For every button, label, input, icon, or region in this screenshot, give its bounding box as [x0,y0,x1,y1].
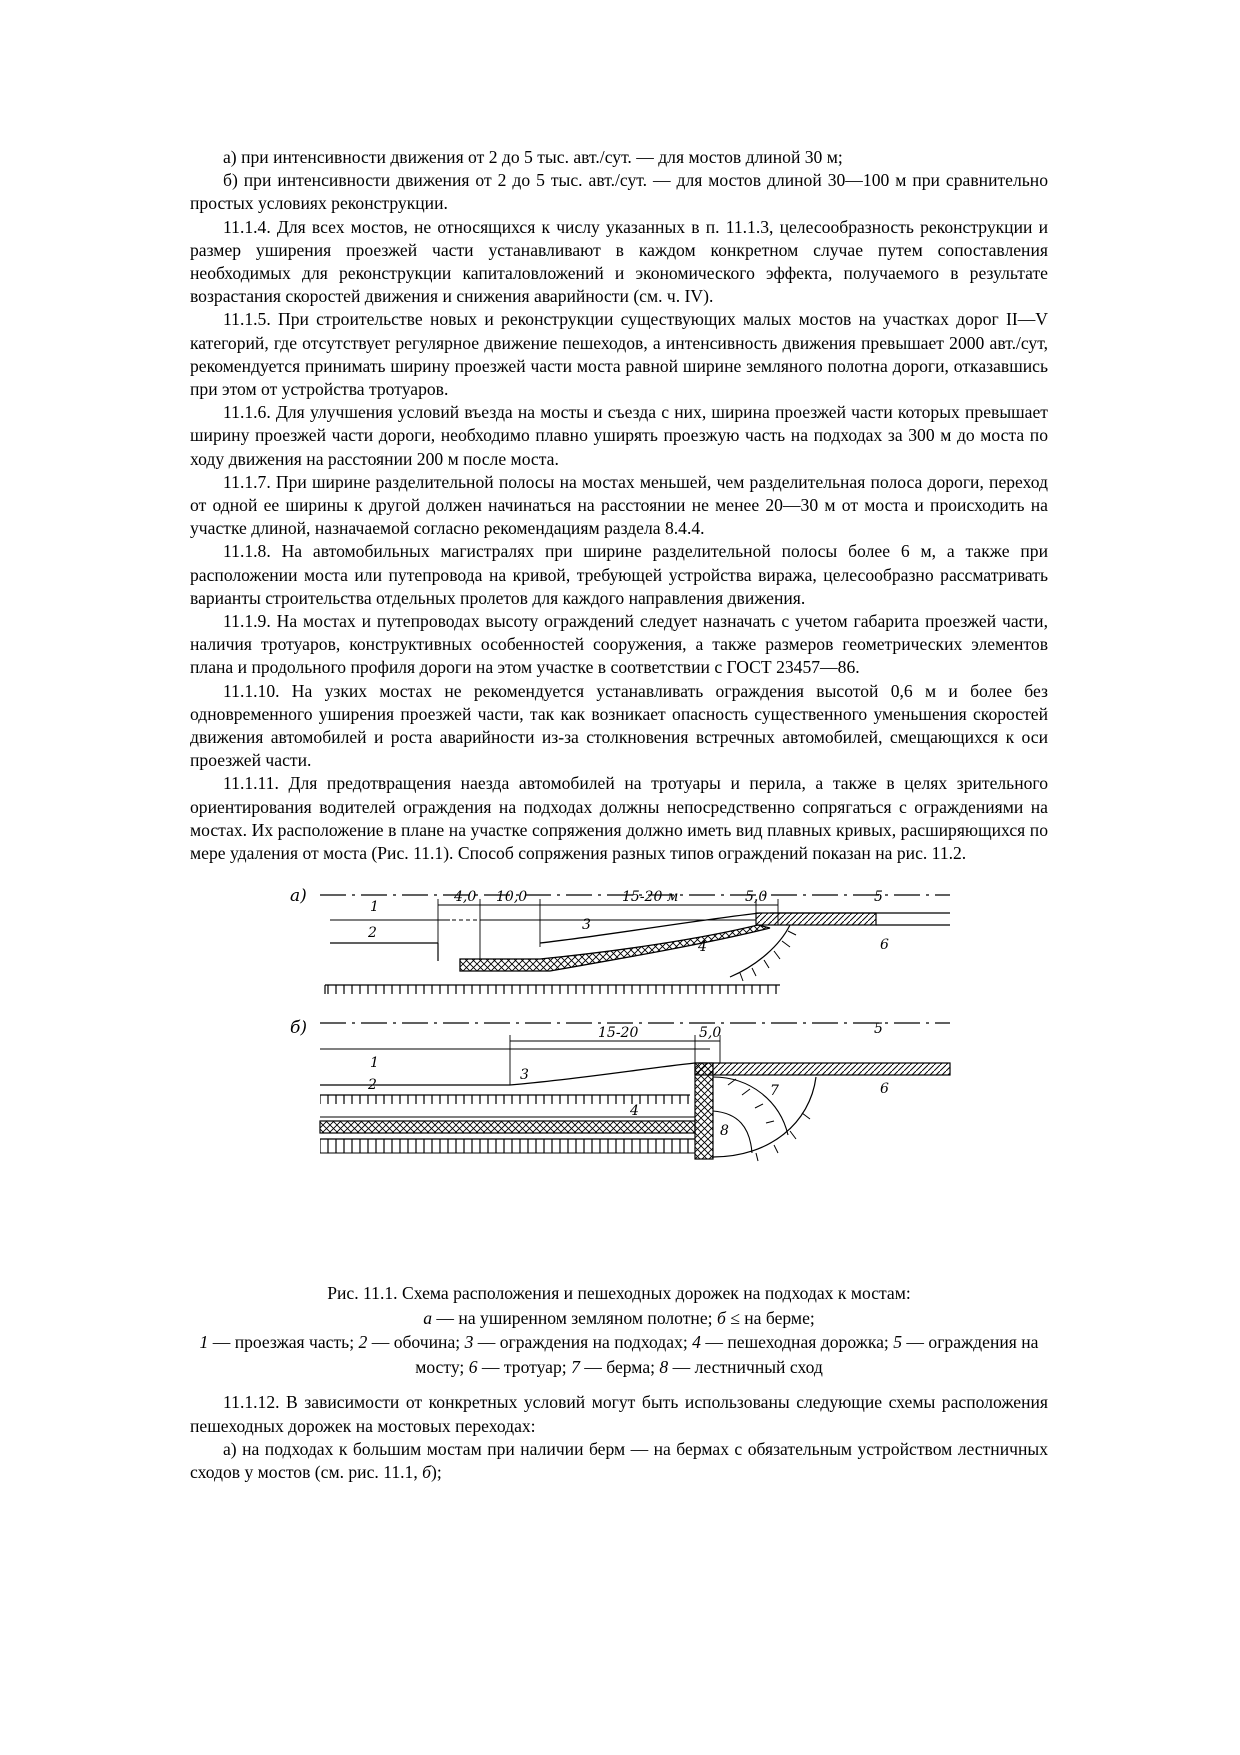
legend-text: — пешеходная дорожка; [700,1332,894,1353]
paragraph: 11.1.5. При строительстве новых и реконструкции существующих малых мостов на участках дорог II—V категорий, где отсутствует регулярное движение пешеходов, а интенсивность движения превышает 2000 авт./сут, рекомендуется принимать ширину проезжей части моста равной ширине земляного полотна дороги, отказавшись при этом от устройства тротуаров. [190,309,1048,400]
panel-b-letter: б) [290,1018,308,1039]
caption-title: Рис. 11.1. Схема расположения и пешеходных дорожек на подходах к мостам: [327,1283,911,1304]
legend-num: 6 [468,1356,478,1377]
paragraph: 11.1.12. В зависимости от конкретных условий могут быть использованы следующие схемы расположения пешеходных дорожек на мостовых переходах: [190,1392,1048,1436]
legend-text: — ограждения на подходах; [473,1332,693,1353]
dim-a-1: 4,0 [454,889,477,906]
paragraph: 11.1.7. При ширине разделительной полосы на мостах меньшей, чем разделительная полоса дороги, переход от одной ее ширины к другой должен начинаться на расстоянии не менее 20—30 м от моста и происходить на участке длиной, назначаемой согласно рекомендациям раздела 8.4.4. [190,471,1048,539]
dim-a-4: 5,0 [745,889,768,906]
caption-variant-a-text: — на уширенном земляном полотне; [432,1307,717,1328]
text-top [190,146,1048,865]
paragraph-last-end: ); [431,1461,442,1482]
legend-text: — берма; [579,1356,660,1377]
figure-11-1 [190,873,1048,1271]
paragraph: а) при интенсивности движения от 2 до 5 тыс. авт./сут. — для мостов длиной 30 м; [223,147,843,167]
caption-legend [190,1330,1048,1379]
label-b-3: 3 [520,1067,529,1084]
legend-num: 1 [199,1332,209,1353]
panel-b [290,1018,950,1161]
legend-num: 5 [893,1332,903,1353]
paragraph-last-italic: б [422,1461,431,1482]
paragraph: 11.1.8. На автомобильных магистралях при ширине разделительной полосы более 6 м, а также при расположении моста или путепровода на кривой, требующей устройства виража, целесообразно рассматривать варианты строительства отдельных пролетов для каждого направления движения. [190,541,1048,608]
figure-caption [190,1281,1048,1379]
panel-a [290,886,950,994]
paragraph: 11.1.6. Для улучшения условий въезда на мосты и съезда с них, ширина проезжей части которых превышает ширину проезжей части дороги, необходимо плавно уширять проезжую часть на подходах за 300 м до моста по ходу движения на расстоянии 200 м после моста. [190,402,1048,469]
legend-num: 8 [659,1356,669,1377]
label-b-5: 5 [874,1021,883,1038]
legend-num: 3 [464,1332,474,1353]
label-b-1: 1 [370,1055,379,1072]
paragraph: 11.1.4. Для всех мостов, не относящихся к числу указанных в п. 11.1.3, целесообразность реконструкции и размер уширения проезжей части устанавливают в каждом конкретном случае путем сопоставления необходимых для реконструкции капиталовложений и экономического эффекта, получаемого в результате возрастания скоростей движения и снижения аварийности (см. ч. IV). [190,216,1048,307]
legend-text: — тротуар; [477,1356,572,1377]
label-b-8: 8 [720,1123,729,1140]
paragraph: 11.1.10. На узких мостах не рекомендуется устанавливать ограждения высотой 0,6 м и более без одновременного уширения проезжей части, так как возникает опасность существенного уменьшения скоростей движения автомобилей и роста аварийности из-за столкновения встречных автомобилей, смещающихся к оси проезжей части. [190,680,1048,771]
legend-text: — проезжая часть; [208,1332,359,1353]
dim-b-2: 5,0 [699,1025,722,1042]
legend-num: 2 [358,1332,368,1353]
bridge-approach-diagram [190,873,1048,1271]
document-page [190,146,1048,1484]
legend-num: 7 [571,1356,580,1377]
paragraph-last [190,1438,1048,1484]
label-a-5: 5 [874,889,883,906]
legend-num: 4 [692,1332,701,1353]
label-a-4: 4 [698,939,707,956]
dim-b-1: 15-20 [598,1025,639,1042]
label-a-3: 3 [582,917,591,934]
legend-text: — ограждения на мосту; [415,1332,1039,1377]
paragraph: 11.1.9. На мостах и путепроводах высоту ограждений следует назначать с учетом габарита проезжей части, наличия тротуаров, конструктивных особенностей сооружения, а также размеров геометрических элементов плана и продольного профиля дороги на этом участке в соответствии с ГОСТ 23457—86. [190,611,1048,678]
caption-variants [190,1306,1048,1331]
paragraph-last-text: а) на подходах к большим мостам при наличии берм — на бермах с обязательным устройством лестничных сходов у мостов (см. рис. 11.1, [190,1438,1048,1482]
label-a-2: 2 [368,925,377,942]
dim-a-2: 10,0 [496,889,528,906]
label-b-6: 6 [880,1081,889,1098]
legend-text: — обочина; [367,1332,465,1353]
label-a-1: 1 [370,899,379,916]
label-b-4: 4 [630,1103,639,1120]
paragraph: 11.1.11. Для предотвращения наезда автомобилей на тротуары и перила, а также в целях зрительного ориентирования водителей ограждения на подходах должны непосредственно сопрягаться с ограждениями на мостах. Их расположение в плане на участке сопряжения должно иметь вид плавных кривых, расширяющихся по мере удаления от моста (Рис. 11.1). Способ сопряжения разных типов ограждений показан на рис. 11.2. [190,773,1048,864]
label-b-7: 7 [770,1083,779,1100]
legend-text: — лестничный сход [668,1356,823,1377]
text-bottom [190,1391,1048,1484]
caption-variant-b: б [716,1307,726,1328]
paragraph: б) при интенсивности движения от 2 до 5 тыс. авт./сут. — для мостов длиной 30—100 м при сравнительно простых условиях реконструкции. [190,170,1048,214]
label-b-2: 2 [368,1077,377,1094]
dim-a-3: 15-20 м [622,889,679,906]
panel-a-letter: а) [290,886,307,907]
caption-variant-a: а [423,1307,433,1328]
caption-variant-b-text: ≤ на берме; [725,1307,815,1328]
label-a-6: 6 [880,937,889,954]
